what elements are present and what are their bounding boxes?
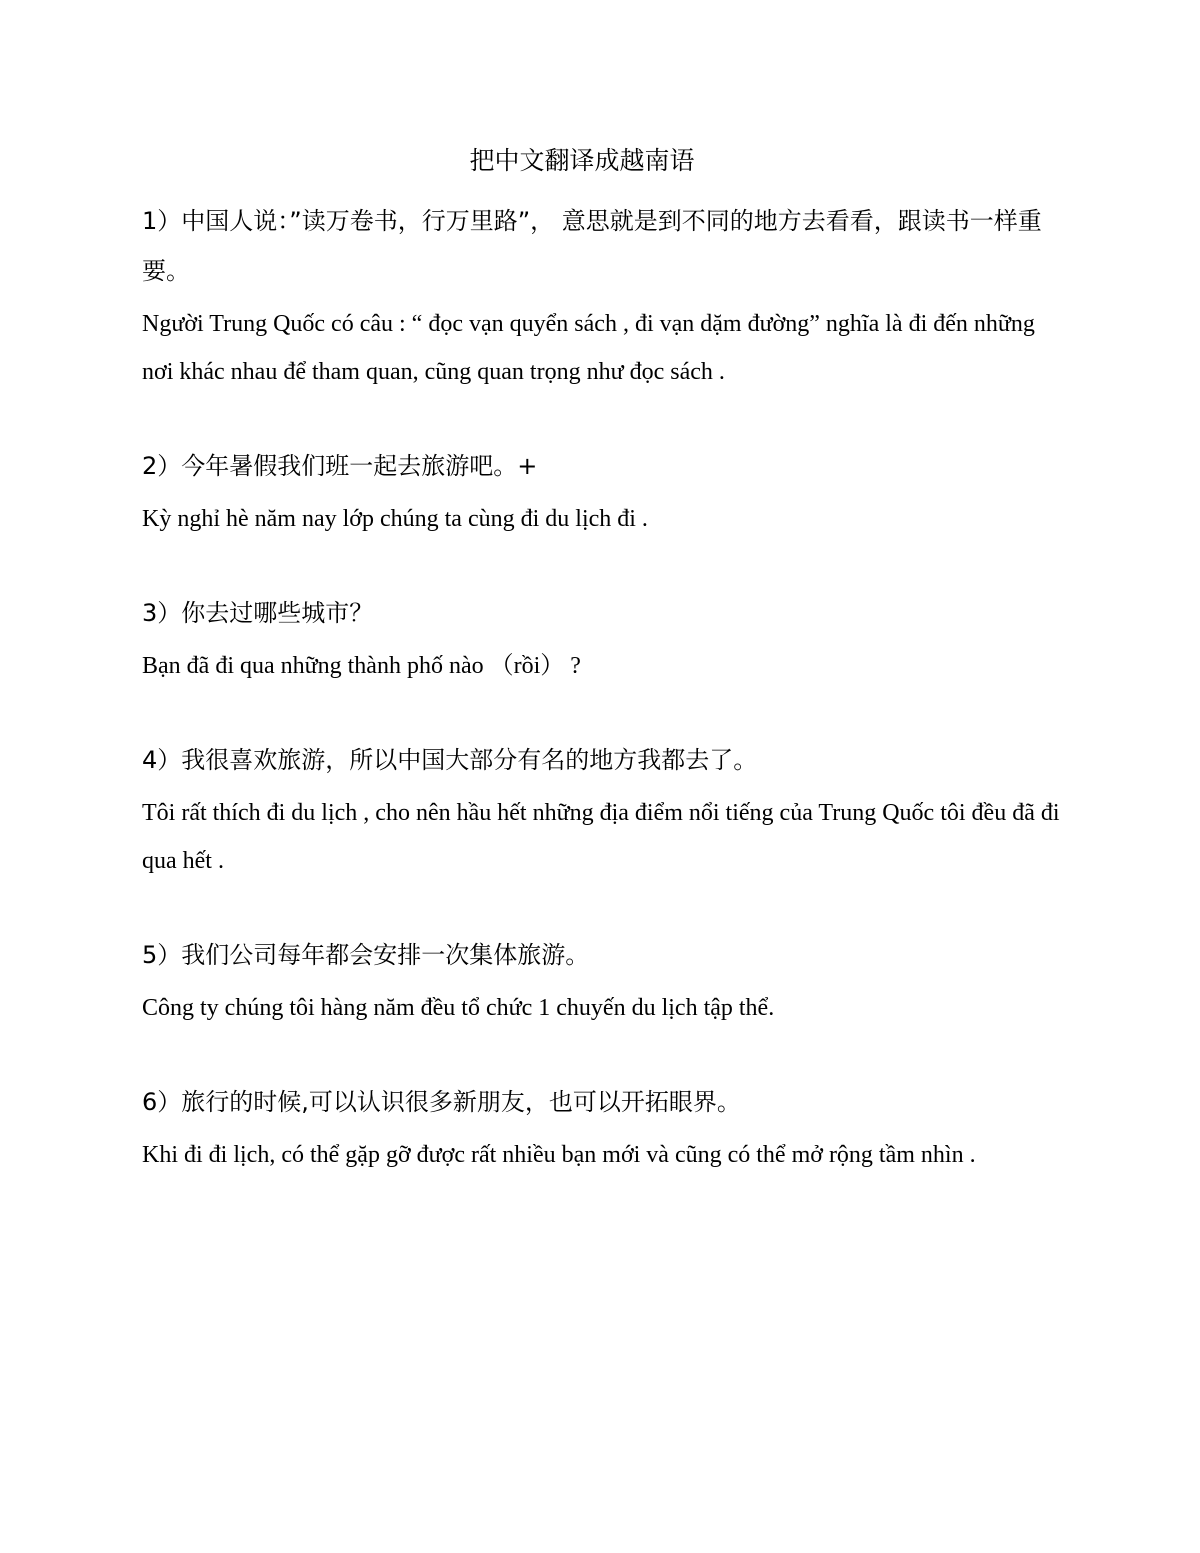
chinese-sentence: 1）中国人说：”读万卷书，行万里路”， 意思就是到不同的地方去看看，跟读书一样重要。 [142,207,1042,285]
chinese-sentence: 6）旅行的时候,可以认识很多新朋友，也可以开拓眼界。 [142,1088,741,1116]
document-page [142,140,1062,1224]
chinese-sentence: 4）我很喜欢旅游，所以中国大部分有名的地方我都去了。 [142,746,758,774]
exercise-item-5 [142,930,1062,1032]
vietnamese-translation: Người Trung Quốc có câu : “ đọc vạn quyển sách , đi vạn dặm đường” nghĩa là đi đến những nơi khác nhau để tham quan, cũng quan trọng như đọc sách . [142,311,1035,385]
vietnamese-translation: Khi đi đi lịch, có thể gặp gỡ được rất nhiều bạn mới và cũng có thể mở rộng tầm nhìn . [142,1142,976,1168]
chinese-sentence: 2）今年暑假我们班一起去旅游吧。+ [142,452,538,480]
chinese-sentence: 3）你去过哪些城市？ [142,599,374,627]
exercise-item-3 [142,588,1062,690]
exercise-item-4 [142,735,1062,885]
vietnamese-translation: Tôi rất thích đi du lịch , cho nên hầu hết những địa điểm nổi tiếng của Trung Quốc tôi đều đã đi qua hết . [142,800,1060,874]
exercise-item-6 [142,1077,1062,1179]
exercise-item-2 [142,441,1062,543]
document-title: 把中文翻译成越南语 [469,146,695,175]
chinese-sentence: 5）我们公司每年都会安排一次集体旅游。 [142,941,590,969]
vietnamese-translation: Bạn đã đi qua những thành phố nào （rồi） ? [142,653,581,679]
exercise-item-1 [142,196,1062,396]
vietnamese-translation: Kỳ nghỉ hè năm nay lớp chúng ta cùng đi du lịch đi . [142,506,648,532]
vietnamese-translation: Công ty chúng tôi hàng năm đều tổ chức 1 chuyến du lịch tập thể. [142,995,775,1021]
